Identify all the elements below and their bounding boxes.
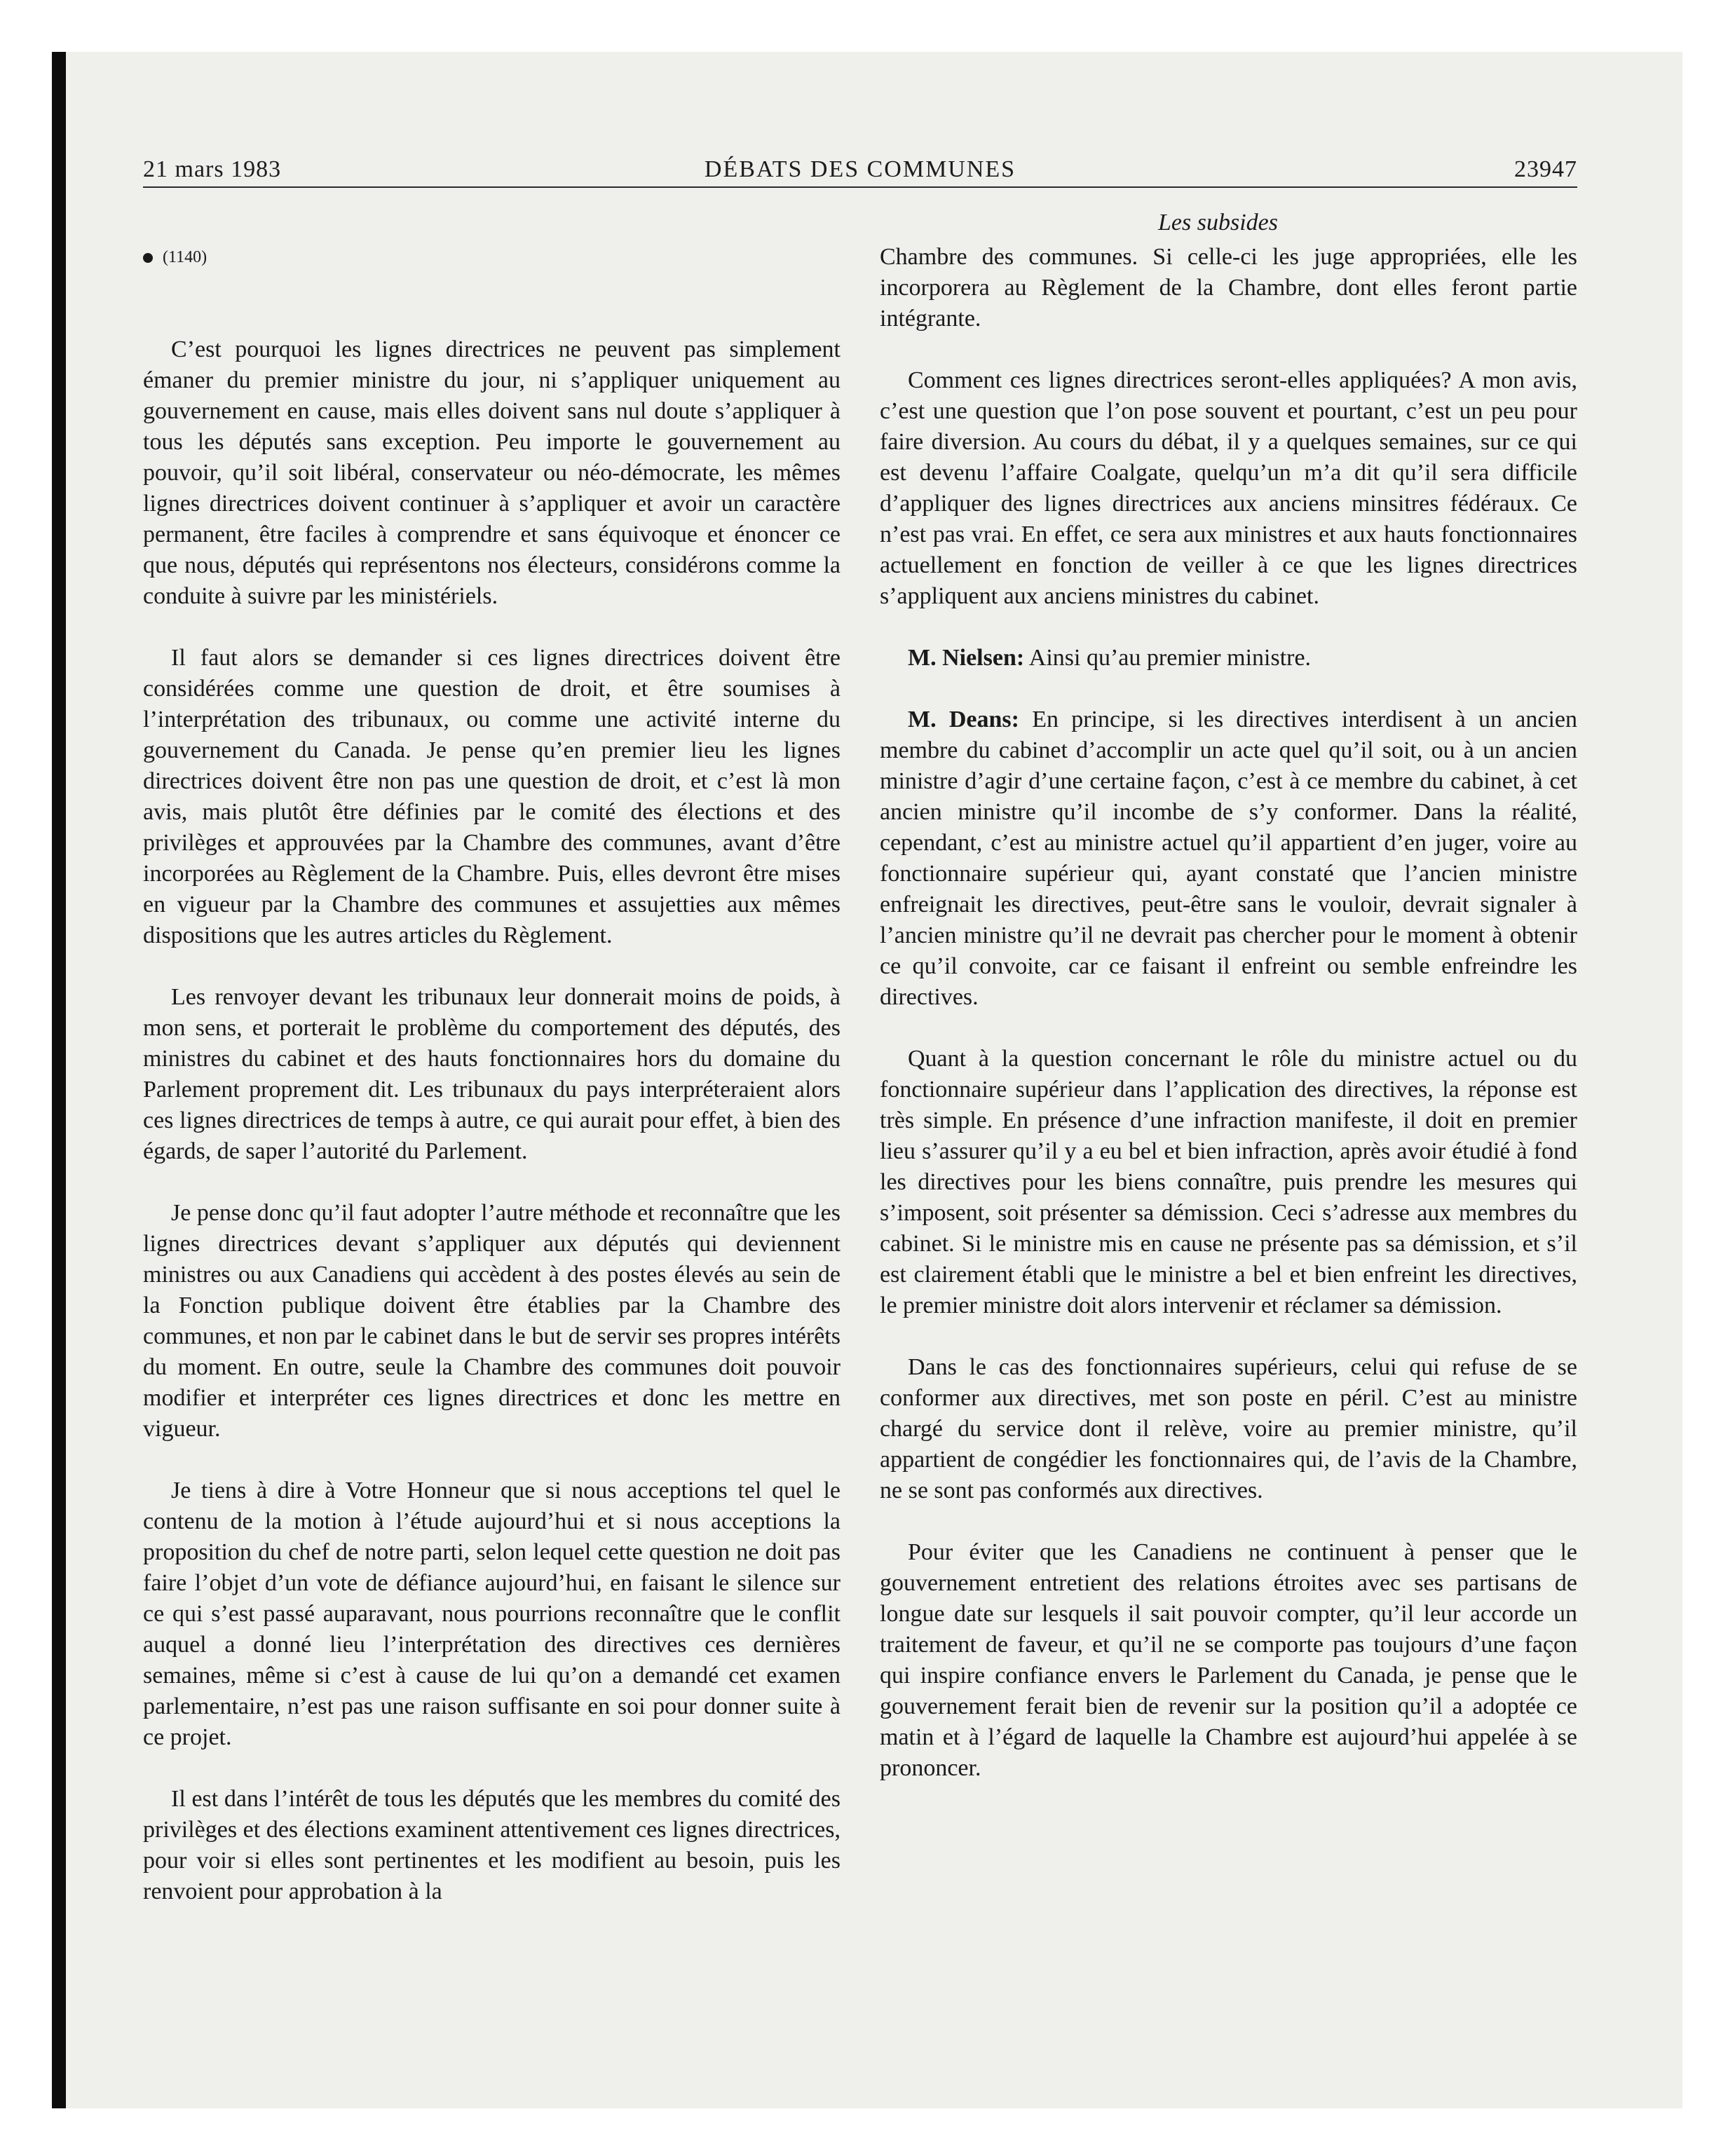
speaker-name-deans: M. Deans: <box>908 707 1019 732</box>
deans-text: En principe, si les directives interdisent à un ancien membre du cabinet d’accomplir un acte quel qu’il soit, ou à un ancien ministre d’agir d’une certaine façon, c’est à ce membre du cabinet, à cet ancien ministre qu’il incombe de s’y conformer. Dans la réalité, cependant, c’est au ministre actuel qu’il appartient d’en juger, voire au fonctionnaire supérieur qui, ayant constaté que l’ancien ministre enfreignait les directives, peut-être sans le vouloir, devrait signaler à l’ancien ministre qu’il ne devrait pas chercher pour le moment à obtenir ce qu’il convoite, car ce faisant il enfreint ou semble enfreindre les directives. <box>880 707 1577 1010</box>
left-paragraph-5: Je tiens à dire à Votre Honneur que si nous acceptions tel quel le contenu de la motion à l’étude aujourd’hui et si nous acceptions la proposition du chef de notre parti, selon lequel cette question ne doit pas faire l’objet d’un vote de défiance aujourd’hui, en faisant le silence sur ce qui s’est passé auparavant, nous pourrions reconnaître que le conflit auquel a donné lieu l’interprétation des directives ces dernières semaines, même si c’est à cause de lui qu’on a demandé cet examen parlementaire, n’est pas une raison suffisante en soi pour donner suite à ce projet. <box>143 1478 841 1750</box>
time-marker <box>143 242 841 273</box>
right-paragraph-2: Quant à la question concernant le rôle du ministre actuel ou du fonctionnaire supérieur dans l’application des directives, la réponse est très simple. En présence d’une infraction manifeste, il doit en premier lieu s’assurer qu’il y a eu bel et bien infraction, après avoir étudié à fond les directives pour les biens connaître, puis prendre les mesures qui s’imposent, soit présenter sa démission. Ceci s’adresse aux membres du cabinet. Si le ministre mis en cause ne présente pas sa démission, et s’il est clairement établi que le ministre a bel et bien enfreint les directives, le premier ministre doit alors intervenir et réclamer sa démission. <box>880 1046 1577 1318</box>
time-marker-text: (1140) <box>163 248 207 266</box>
right-paragraph-3: Dans le cas des fonctionnaires supérieurs, celui qui refuse de se conformer aux directives, met son poste en péril. C’est au ministre chargé du service dont il relève, voire au premier ministre, qu’il appartient de congédier les fonctionnaires qui, de l’avis de la Chambre, ne se sont pas conformés aux directives. <box>880 1354 1577 1503</box>
left-column <box>143 242 841 1938</box>
left-paragraph-4: Je pense donc qu’il faut adopter l’autre méthode et reconnaître que les lignes directrices devant s’appliquer aux députés qui deviennent ministres ou aux Canadiens qui accèdent à des postes élevés au sein de la Fonction publique doivent être établies par la Chambre des communes, et non par le cabinet dans le but de servir ses propres intérêts du moment. En outre, seule la Chambre des communes doit pouvoir modifier et interpréter ces lignes directrices et donc les mettre en vigueur. <box>143 1200 841 1442</box>
header-page-number: 23947 <box>1514 156 1577 182</box>
page-header <box>143 154 1577 189</box>
right-paragraph-4: Pour éviter que les Canadiens ne continuent à penser que le gouvernement entretient des relations étroites avec ses partisans de longue date sur lesquels il sait pouvoir compter, qu’il leur accorde un traitement de faveur, et qu’il ne se comporte pas toujours d’une façon qui inspire confiance envers le Parlement du Canada, je pense que le gouvernement ferait bien de revenir sur la position qu’il a adoptée ce matin et à l’égard de laquelle la Chambre est aujourd’hui appelée à se prononcer. <box>880 1539 1577 1781</box>
header-date: 21 mars 1983 <box>143 156 282 182</box>
left-paragraph-3: Les renvoyer devant les tribunaux leur donnerait moins de poids, à mon sens, et porterait le problème du comportement des députés, des ministres du cabinet et des hauts fonctionnaires hors du domaine du Parlement proprement dit. Les tribunaux du pays interpréteraient alors ces lignes directrices de temps à autre, ce qui aurait pour effet, à bien des égards, de saper l’autorité du Parlement. <box>143 984 841 1164</box>
bullet-icon <box>143 253 153 263</box>
deans-intervention <box>880 704 1577 1013</box>
header-title: DÉBATS DES COMMUNES <box>704 156 1016 182</box>
right-paragraph-1: Comment ces lignes directrices seront-elles appliquées? A mon avis, c’est une question que l’on pose souvent et pourtant, c’est un peu pour faire diversion. Au cours du débat, il y a quelques semaines, sur ce qui est devenu l’affaire Coalgate, quelqu’un m’a dit qu’il sera difficile d’appliquer des lignes directrices aux anciens minsitres fédéraux. Ce n’est pas vrai. En effet, ce sera aux ministres et aux hauts fonctionnaires actuellement en fonction de veiller à ce que les lignes directrices s’appliquent aux anciens ministres du cabinet. <box>880 367 1577 609</box>
section-subtitle: Les subsides <box>1158 210 1278 236</box>
right-continuation: Chambre des communes. Si celle-ci les juge appropriées, elle les incorporera au Règlement de la Chambre, dont elles feront partie intégrante. <box>880 244 1577 332</box>
speaker-name-nielsen: M. Nielsen: <box>908 645 1025 671</box>
header-rule <box>143 186 1577 188</box>
right-column <box>880 242 1577 1815</box>
left-paragraph-6: Il est dans l’intérêt de tous les députés que les membres du comité des privilèges et des élections examinent attentivement ces lignes directrices, pour voir si elles sont pertinentes et les modifient au besoin, puis les renvoient pour approbation à la <box>143 1786 841 1904</box>
left-paragraph-1: C’est pourquoi les lignes directrices ne peuvent pas simplement émaner du premier ministre du jour, ni s’appliquer uniquement au gouvernement en cause, mais elles doivent sans nul doute s’appliquer à tous les députés sans exception. Peu importe le gouvernement au pouvoir, qu’il soit libéral, conservateur ou néo-démocrate, les mêmes lignes directrices doivent continuer à s’appliquer et avoir un caractère permanent, être faciles à comprendre et sans équivoque et énoncer ce que nous, députés qui représentons nos électeurs, considérons comme la conduite à suivre par les ministériels. <box>143 336 841 609</box>
left-paragraph-2: Il faut alors se demander si ces lignes directrices doivent être considérées comme une question de droit, et être soumises à l’interprétation des tribunaux, ou comme une activité interne du gouvernement du Canada. Je pense qu’en premier lieu les lignes directrices doivent être non pas une question de droit, et c’est là mon avis, mais plutôt être définies par le comité des élections et des privilèges et approuvées par la Chambre des communes, avant d’être incorporées au Règlement de la Chambre. Puis, elles devront être mises en vigueur par la Chambre des communes et assujetties aux mêmes dispositions que les autres articles du Règlement. <box>143 645 841 948</box>
nielsen-text: Ainsi qu’au premier ministre. <box>1024 645 1312 671</box>
nielsen-intervention <box>880 643 1577 674</box>
scan-left-edge <box>52 52 66 2108</box>
